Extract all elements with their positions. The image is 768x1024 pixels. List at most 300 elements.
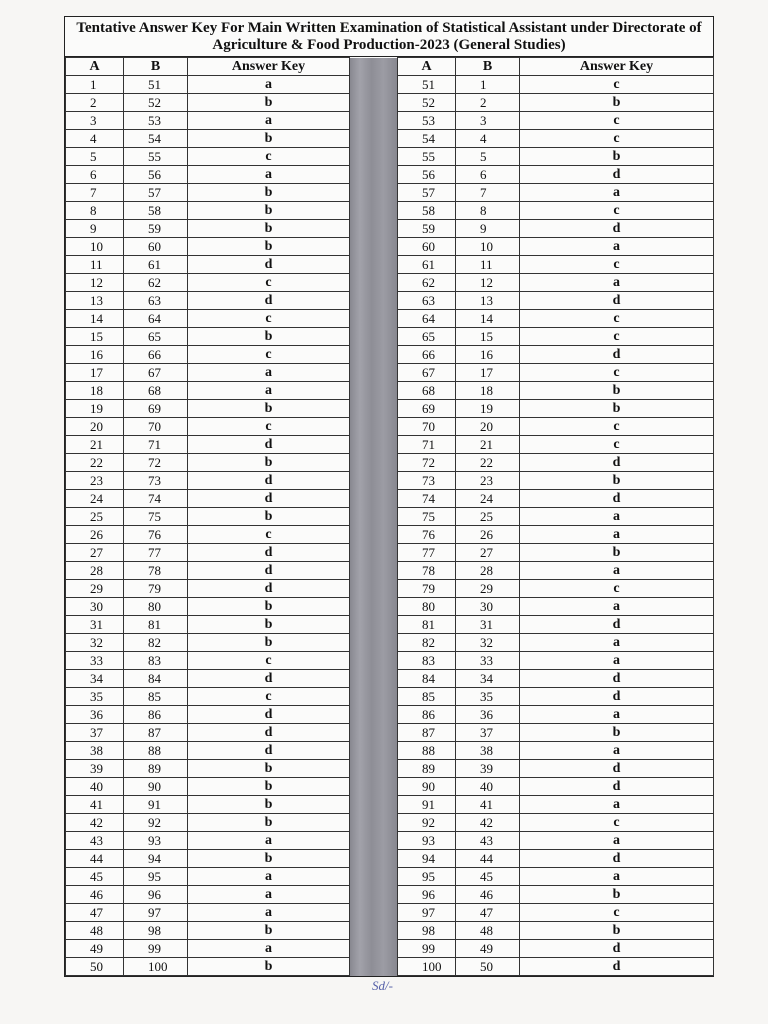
- shaded-divider: [350, 724, 398, 742]
- set-b-question: 97: [124, 904, 188, 922]
- set-a-question: 80: [398, 598, 456, 616]
- answer-key-cell: a: [520, 238, 714, 256]
- set-b-question: 34: [456, 670, 520, 688]
- set-a-question: 50: [66, 958, 124, 976]
- set-a-question: 65: [398, 328, 456, 346]
- shaded-divider: [350, 652, 398, 670]
- table-row: [66, 760, 714, 778]
- answer-key-cell: d: [188, 562, 350, 580]
- answer-key-cell: b: [188, 454, 350, 472]
- set-b-question: 44: [456, 850, 520, 868]
- set-b-question: 9: [456, 220, 520, 238]
- answer-key-cell: b: [188, 202, 350, 220]
- set-a-question: 32: [66, 634, 124, 652]
- set-a-question: 60: [398, 238, 456, 256]
- set-b-question: 36: [456, 706, 520, 724]
- set-b-question: 35: [456, 688, 520, 706]
- set-b-question: 81: [124, 616, 188, 634]
- shaded-divider: [350, 508, 398, 526]
- set-b-question: 5: [456, 148, 520, 166]
- set-a-question: 82: [398, 634, 456, 652]
- set-a-question: 91: [398, 796, 456, 814]
- set-a-question: 1: [66, 76, 124, 94]
- set-b-question: 79: [124, 580, 188, 598]
- set-a-question: 71: [398, 436, 456, 454]
- set-b-question: 15: [456, 328, 520, 346]
- table-row: [66, 688, 714, 706]
- answer-key-cell: d: [188, 742, 350, 760]
- shaded-divider: [350, 922, 398, 940]
- table-row: [66, 778, 714, 796]
- answer-key-cell: c: [188, 346, 350, 364]
- set-b-question: 32: [456, 634, 520, 652]
- answer-key-table: [65, 57, 714, 976]
- set-a-question: 58: [398, 202, 456, 220]
- set-a-question: 83: [398, 652, 456, 670]
- table-row: [66, 922, 714, 940]
- table-row: [66, 580, 714, 598]
- set-a-question: 24: [66, 490, 124, 508]
- shaded-divider: [350, 472, 398, 490]
- table-row: [66, 616, 714, 634]
- table-row: [66, 724, 714, 742]
- set-b-question: 43: [456, 832, 520, 850]
- set-b-question: 95: [124, 868, 188, 886]
- set-a-question: 15: [66, 328, 124, 346]
- set-a-question: 88: [398, 742, 456, 760]
- shaded-divider: [350, 328, 398, 346]
- shaded-divider: [350, 616, 398, 634]
- shaded-divider: [350, 526, 398, 544]
- set-b-question: 14: [456, 310, 520, 328]
- answer-key-cell: a: [188, 364, 350, 382]
- shaded-divider: [350, 256, 398, 274]
- answer-key-cell: d: [520, 616, 714, 634]
- answer-key-cell: c: [520, 364, 714, 382]
- set-b-question: 18: [456, 382, 520, 400]
- header-key-left: Answer Key: [188, 58, 350, 76]
- header-b-right: B: [456, 58, 520, 76]
- answer-key-cell: a: [188, 886, 350, 904]
- set-b-question: 26: [456, 526, 520, 544]
- shaded-divider: [350, 94, 398, 112]
- table-row: [66, 112, 714, 130]
- set-b-question: 39: [456, 760, 520, 778]
- table-row: [66, 634, 714, 652]
- shaded-divider: [350, 688, 398, 706]
- answer-key-cell: a: [188, 166, 350, 184]
- set-a-question: 6: [66, 166, 124, 184]
- signature: Sd/-: [372, 978, 393, 993]
- answer-key-cell: b: [520, 382, 714, 400]
- set-b-question: 93: [124, 832, 188, 850]
- set-b-question: 54: [124, 130, 188, 148]
- set-b-question: 59: [124, 220, 188, 238]
- answer-key-cell: d: [520, 850, 714, 868]
- answer-key-cell: d: [188, 544, 350, 562]
- set-b-question: 40: [456, 778, 520, 796]
- set-b-question: 61: [124, 256, 188, 274]
- answer-key-cell: d: [520, 220, 714, 238]
- set-b-question: 68: [124, 382, 188, 400]
- set-a-question: 11: [66, 256, 124, 274]
- shaded-divider: [350, 868, 398, 886]
- set-b-question: 21: [456, 436, 520, 454]
- answer-key-cell: a: [520, 832, 714, 850]
- table-row: [66, 958, 714, 976]
- answer-key-cell: d: [520, 670, 714, 688]
- answer-key-cell: b: [188, 400, 350, 418]
- table-row: [66, 562, 714, 580]
- set-a-question: 20: [66, 418, 124, 436]
- answer-key-cell: d: [520, 454, 714, 472]
- table-row: [66, 868, 714, 886]
- set-a-question: 57: [398, 184, 456, 202]
- answer-key-cell: c: [520, 112, 714, 130]
- shaded-divider: [350, 634, 398, 652]
- table-row: [66, 490, 714, 508]
- set-b-question: 51: [124, 76, 188, 94]
- set-b-question: 38: [456, 742, 520, 760]
- table-row: [66, 220, 714, 238]
- set-b-question: 1: [456, 76, 520, 94]
- shaded-divider: [350, 850, 398, 868]
- set-a-question: 96: [398, 886, 456, 904]
- table-row: [66, 940, 714, 958]
- set-a-question: 30: [66, 598, 124, 616]
- set-a-question: 16: [66, 346, 124, 364]
- answer-key-cell: c: [188, 274, 350, 292]
- set-a-question: 51: [398, 76, 456, 94]
- set-a-question: 93: [398, 832, 456, 850]
- set-b-question: 96: [124, 886, 188, 904]
- set-a-question: 68: [398, 382, 456, 400]
- set-a-question: 33: [66, 652, 124, 670]
- set-b-question: 69: [124, 400, 188, 418]
- answer-key-cell: a: [188, 76, 350, 94]
- set-b-question: 53: [124, 112, 188, 130]
- set-b-question: 63: [124, 292, 188, 310]
- answer-key-cell: b: [520, 544, 714, 562]
- set-b-question: 73: [124, 472, 188, 490]
- shaded-divider: [350, 544, 398, 562]
- table-row: [66, 238, 714, 256]
- table-row: [66, 670, 714, 688]
- answer-key-cell: c: [520, 76, 714, 94]
- table-row: [66, 886, 714, 904]
- set-a-question: 14: [66, 310, 124, 328]
- set-b-question: 58: [124, 202, 188, 220]
- table-row: [66, 652, 714, 670]
- set-a-question: 35: [66, 688, 124, 706]
- table-row: [66, 796, 714, 814]
- set-b-question: 30: [456, 598, 520, 616]
- set-a-question: 73: [398, 472, 456, 490]
- set-a-question: 97: [398, 904, 456, 922]
- table-row: [66, 706, 714, 724]
- set-a-question: 23: [66, 472, 124, 490]
- set-a-question: 38: [66, 742, 124, 760]
- set-b-question: 6: [456, 166, 520, 184]
- set-b-question: 17: [456, 364, 520, 382]
- set-a-question: 72: [398, 454, 456, 472]
- set-b-question: 11: [456, 256, 520, 274]
- set-b-question: 23: [456, 472, 520, 490]
- answer-key-cell: c: [520, 202, 714, 220]
- set-b-question: 75: [124, 508, 188, 526]
- set-b-question: 78: [124, 562, 188, 580]
- set-a-question: 3: [66, 112, 124, 130]
- set-b-question: 89: [124, 760, 188, 778]
- set-b-question: 4: [456, 130, 520, 148]
- set-a-question: 17: [66, 364, 124, 382]
- answer-key-cell: a: [520, 868, 714, 886]
- shaded-divider: [350, 454, 398, 472]
- shaded-divider: [350, 346, 398, 364]
- set-b-question: 74: [124, 490, 188, 508]
- shaded-divider: [350, 184, 398, 202]
- answer-key-cell: c: [520, 904, 714, 922]
- answer-key-cell: a: [520, 796, 714, 814]
- answer-key-cell: c: [188, 310, 350, 328]
- answer-key-cell: a: [520, 634, 714, 652]
- answer-key-cell: c: [188, 148, 350, 166]
- answer-key-cell: a: [520, 184, 714, 202]
- answer-key-cell: a: [188, 112, 350, 130]
- answer-key-cell: d: [188, 292, 350, 310]
- shaded-divider: [350, 904, 398, 922]
- shaded-divider: [350, 58, 398, 76]
- answer-key-cell: d: [188, 436, 350, 454]
- answer-key-cell: a: [520, 742, 714, 760]
- set-b-question: 57: [124, 184, 188, 202]
- answer-key-cell: c: [520, 436, 714, 454]
- answer-key-cell: b: [188, 850, 350, 868]
- set-a-question: 74: [398, 490, 456, 508]
- set-b-question: 12: [456, 274, 520, 292]
- set-a-question: 66: [398, 346, 456, 364]
- set-b-question: 50: [456, 958, 520, 976]
- table-row: [66, 346, 714, 364]
- set-b-question: 2: [456, 94, 520, 112]
- set-b-question: 41: [456, 796, 520, 814]
- set-a-question: 56: [398, 166, 456, 184]
- table-row: [66, 850, 714, 868]
- set-b-question: 62: [124, 274, 188, 292]
- answer-key-cell: d: [188, 490, 350, 508]
- answer-key-cell: a: [520, 526, 714, 544]
- answer-key-cell: c: [520, 310, 714, 328]
- set-b-question: 13: [456, 292, 520, 310]
- answer-key-cell: b: [520, 724, 714, 742]
- set-a-question: 10: [66, 238, 124, 256]
- header-a-right: A: [398, 58, 456, 76]
- answer-key-cell: d: [188, 706, 350, 724]
- set-b-question: 8: [456, 202, 520, 220]
- shaded-divider: [350, 238, 398, 256]
- answer-key-cell: b: [520, 472, 714, 490]
- set-a-question: 69: [398, 400, 456, 418]
- shaded-divider: [350, 382, 398, 400]
- set-a-question: 31: [66, 616, 124, 634]
- answer-key-cell: d: [188, 580, 350, 598]
- answer-key-cell: b: [188, 220, 350, 238]
- shaded-divider: [350, 202, 398, 220]
- set-b-question: 70: [124, 418, 188, 436]
- table-row: [66, 508, 714, 526]
- set-b-question: 90: [124, 778, 188, 796]
- set-a-question: 79: [398, 580, 456, 598]
- shaded-divider: [350, 130, 398, 148]
- header-a-left: A: [66, 58, 124, 76]
- set-b-question: 27: [456, 544, 520, 562]
- set-b-question: 94: [124, 850, 188, 868]
- table-row: [66, 184, 714, 202]
- answer-key-cell: a: [520, 706, 714, 724]
- set-b-question: 92: [124, 814, 188, 832]
- set-a-question: 18: [66, 382, 124, 400]
- set-a-question: 81: [398, 616, 456, 634]
- set-a-question: 75: [398, 508, 456, 526]
- set-a-question: 4: [66, 130, 124, 148]
- set-a-question: 46: [66, 886, 124, 904]
- answer-key-cell: d: [520, 346, 714, 364]
- set-b-question: 7: [456, 184, 520, 202]
- set-b-question: 65: [124, 328, 188, 346]
- set-b-question: 71: [124, 436, 188, 454]
- set-a-question: 54: [398, 130, 456, 148]
- set-b-question: 55: [124, 148, 188, 166]
- answer-key-cell: d: [520, 292, 714, 310]
- set-a-question: 77: [398, 544, 456, 562]
- set-b-question: 86: [124, 706, 188, 724]
- set-a-question: 87: [398, 724, 456, 742]
- answer-key-cell: b: [520, 148, 714, 166]
- shaded-divider: [350, 292, 398, 310]
- set-b-question: 66: [124, 346, 188, 364]
- table-row: [66, 472, 714, 490]
- set-b-question: 52: [124, 94, 188, 112]
- table-row: [66, 274, 714, 292]
- set-b-question: 45: [456, 868, 520, 886]
- answer-key-sheet: [64, 16, 714, 977]
- set-a-question: 67: [398, 364, 456, 382]
- answer-key-cell: b: [520, 922, 714, 940]
- answer-key-cell: b: [188, 598, 350, 616]
- set-a-question: 8: [66, 202, 124, 220]
- answer-key-cell: c: [188, 526, 350, 544]
- set-a-question: 59: [398, 220, 456, 238]
- answer-key-cell: b: [520, 94, 714, 112]
- answer-key-cell: b: [188, 328, 350, 346]
- table-row: [66, 292, 714, 310]
- set-a-question: 85: [398, 688, 456, 706]
- table-row: [66, 148, 714, 166]
- shaded-divider: [350, 670, 398, 688]
- answer-key-cell: b: [188, 760, 350, 778]
- table-row: [66, 94, 714, 112]
- table-header-row: [66, 58, 714, 76]
- set-a-question: 26: [66, 526, 124, 544]
- set-b-question: 28: [456, 562, 520, 580]
- set-a-question: 41: [66, 796, 124, 814]
- set-a-question: 90: [398, 778, 456, 796]
- shaded-divider: [350, 418, 398, 436]
- shaded-divider: [350, 148, 398, 166]
- table-row: [66, 814, 714, 832]
- set-b-question: 19: [456, 400, 520, 418]
- set-a-question: 39: [66, 760, 124, 778]
- shaded-divider: [350, 166, 398, 184]
- table-row: [66, 832, 714, 850]
- set-b-question: 56: [124, 166, 188, 184]
- table-row: [66, 382, 714, 400]
- answer-key-cell: a: [188, 868, 350, 886]
- shaded-divider: [350, 580, 398, 598]
- answer-key-cell: c: [188, 652, 350, 670]
- shaded-divider: [350, 220, 398, 238]
- set-a-question: 19: [66, 400, 124, 418]
- table-row: [66, 526, 714, 544]
- set-b-question: 24: [456, 490, 520, 508]
- set-a-question: 22: [66, 454, 124, 472]
- table-row: [66, 328, 714, 346]
- set-a-question: 89: [398, 760, 456, 778]
- set-a-question: 92: [398, 814, 456, 832]
- answer-key-cell: b: [188, 922, 350, 940]
- answer-key-cell: b: [188, 958, 350, 976]
- shaded-divider: [350, 598, 398, 616]
- set-a-question: 61: [398, 256, 456, 274]
- shaded-divider: [350, 940, 398, 958]
- answer-key-cell: a: [188, 940, 350, 958]
- set-b-question: 33: [456, 652, 520, 670]
- set-b-question: 64: [124, 310, 188, 328]
- shaded-divider: [350, 490, 398, 508]
- answer-key-cell: b: [188, 130, 350, 148]
- set-a-question: 28: [66, 562, 124, 580]
- answer-key-cell: d: [520, 940, 714, 958]
- shaded-divider: [350, 814, 398, 832]
- table-row: [66, 76, 714, 94]
- set-b-question: 49: [456, 940, 520, 958]
- answer-key-cell: c: [520, 418, 714, 436]
- set-b-question: 16: [456, 346, 520, 364]
- set-b-question: 99: [124, 940, 188, 958]
- set-b-question: 60: [124, 238, 188, 256]
- set-a-question: 43: [66, 832, 124, 850]
- set-a-question: 44: [66, 850, 124, 868]
- answer-key-cell: b: [188, 616, 350, 634]
- set-a-question: 86: [398, 706, 456, 724]
- answer-key-cell: b: [188, 94, 350, 112]
- table-row: [66, 436, 714, 454]
- shaded-divider: [350, 796, 398, 814]
- shaded-divider: [350, 742, 398, 760]
- set-b-question: 37: [456, 724, 520, 742]
- set-b-question: 3: [456, 112, 520, 130]
- answer-key-cell: a: [188, 832, 350, 850]
- answer-key-cell: b: [188, 814, 350, 832]
- set-b-question: 88: [124, 742, 188, 760]
- header-key-right: Answer Key: [520, 58, 714, 76]
- set-a-question: 13: [66, 292, 124, 310]
- answer-key-cell: a: [520, 598, 714, 616]
- set-a-question: 45: [66, 868, 124, 886]
- shaded-divider: [350, 364, 398, 382]
- set-a-question: 49: [66, 940, 124, 958]
- shaded-divider: [350, 832, 398, 850]
